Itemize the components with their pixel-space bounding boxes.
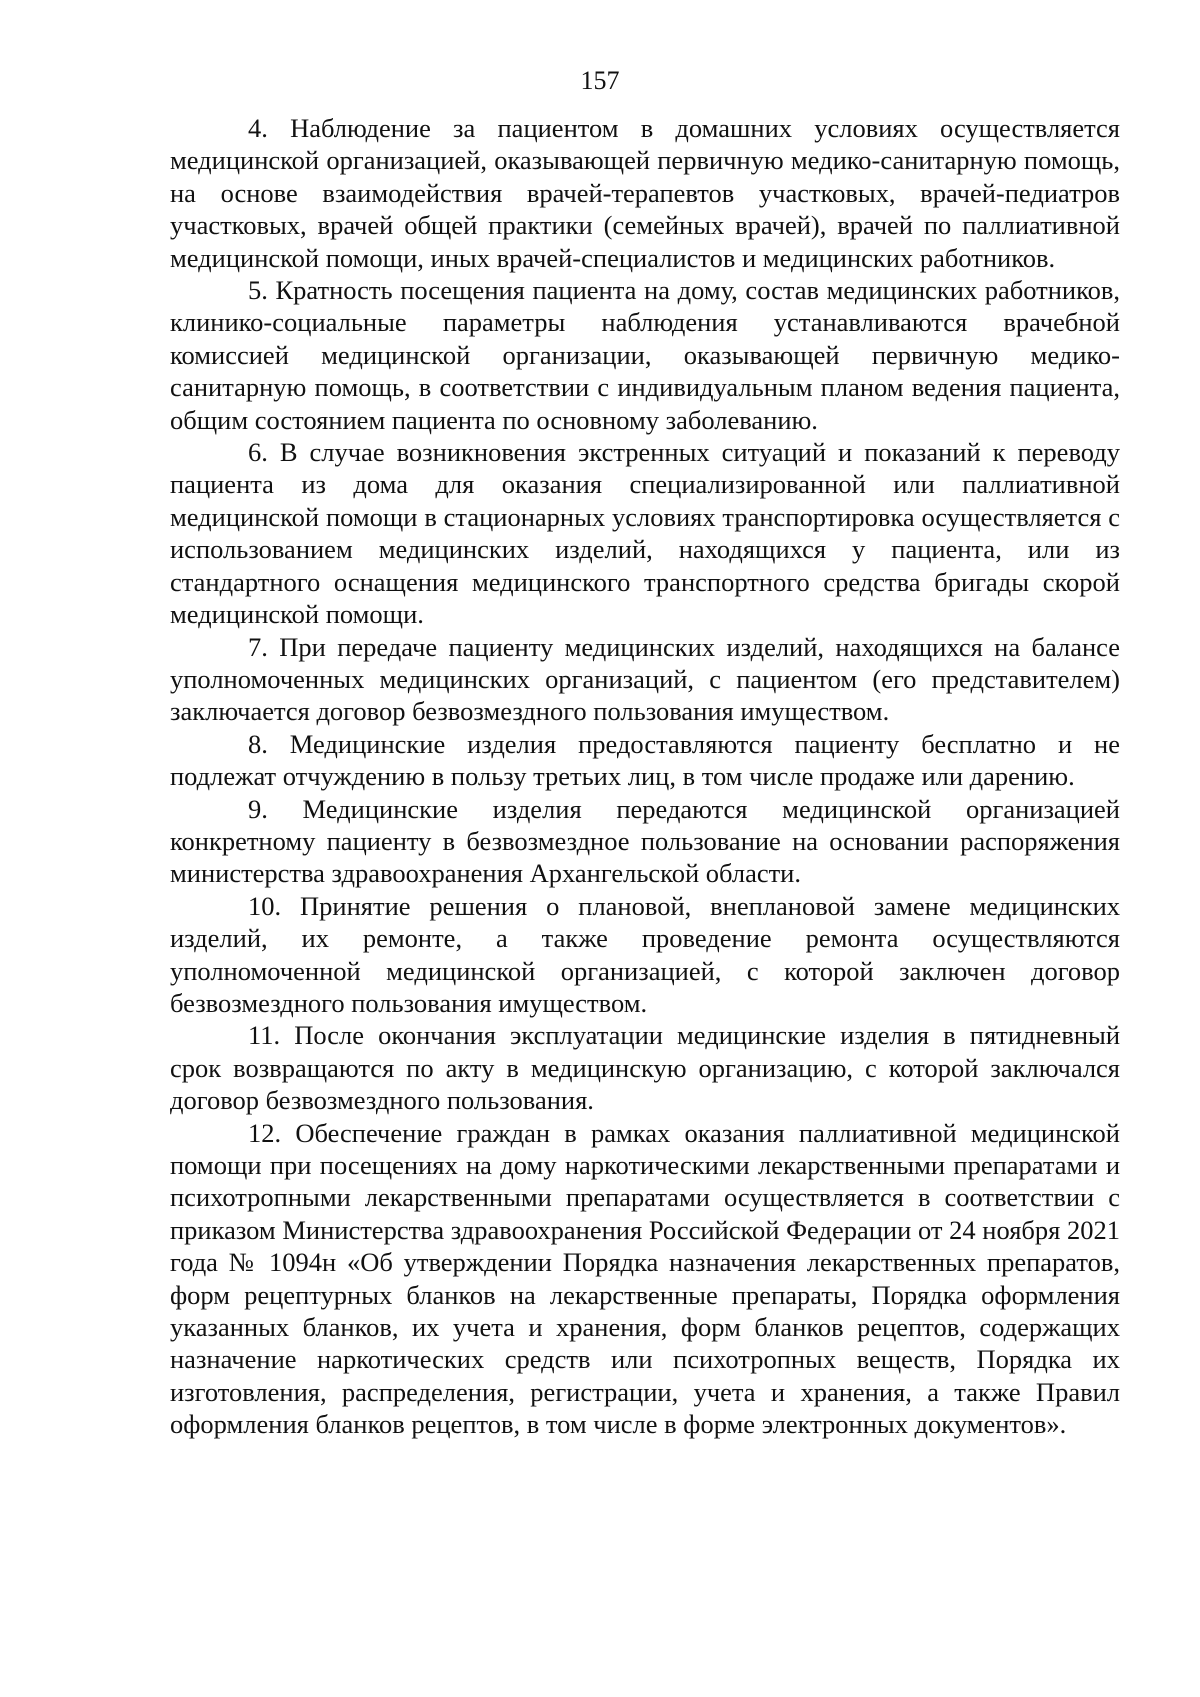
paragraph-item-9: 9. Медицинские изделия передаются медицинской организацией конкретному пациенту в безвозмездное пользование на основании распоряжения министерства здравоохранения Архангельской области. [170,793,1120,889]
paragraph-item-11: 11. После окончания эксплуатации медицинские изделия в пятидневный срок возвращаются по акту в медицинскую организацию, с которой заключался договор безвозмездного пользования. [170,1020,1120,1116]
paragraph-item-7: 7. При передаче пациенту медицинских изделий, находящихся на балансе уполномоченных медицинских организаций, с пациентом (его представителем) заключается договор безвозмездного пользования имуществом. [170,631,1120,727]
paragraph-item-10: 10. Принятие решения о плановой, внеплановой замене медицинских изделий, их ремонте, а также проведение ремонта осуществляются уполномоченной медицинской организацией, с которой заключен договор безвозмездного пользования имуществом. [170,890,1120,1018]
paragraph-item-5: 5. Кратность посещения пациента на дому, состав медицинских работников, клинико-социальные параметры наблюдения устанавливаются врачебной комиссией медицинской организации, оказывающей первичную медико-санитарную помощь, в соответствии с индивидуальным планом ведения пациента, общим состоянием пациента по основному заболеванию. [170,275,1120,435]
document-body [170,112,1120,1441]
paragraph-item-4: 4. Наблюдение за пациентом в домашних условиях осуществляется медицинской организацией, оказывающей первичную медико-санитарную помощь, на основе взаимодействия врачей-терапевтов участковых, врачей-педиатров участковых, врачей общей практики (семейных врачей), врачей по паллиативной медицинской помощи, иных врачей-специалистов и медицинских работников. [170,113,1120,273]
paragraph-item-12: 12. Обеспечение граждан в рамках оказания паллиативной медицинской помощи при посещениях на дому наркотическими лекарственными препаратами и психотропными лекарственными препаратами осуществляется в соответствии с приказом Министерства здравоохранения Российской Федерации от 24 ноября 2021 года № 1094н «Об утверждении Порядка назначения лекарственных препаратов, форм рецептурных бланков на лекарственные препараты, Порядка оформления указанных бланков, их учета и хранения, форм бланков рецептов, содержащих назначение наркотических средств или психотропных веществ, Порядка их изготовления, распределения, регистрации, учета и хранения, а также Правил оформления бланков рецептов, в том числе в форме электронных документов». [170,1117,1120,1440]
paragraph-item-6: 6. В случае возникновения экстренных ситуаций и показаний к переводу пациента из дома для оказания специализированной или паллиативной медицинской помощи в стационарных условиях транспортировка осуществляется с использованием медицинских изделий, находящихся у пациента, или из стандартного оснащения медицинского транспортного средства бригады скорой медицинской помощи. [170,437,1120,630]
page-number: 157 [580,66,620,95]
paragraph-item-8: 8. Медицинские изделия предоставляются пациенту бесплатно и не подлежат отчуждению в пользу третьих лиц, в том числе продаже или дарению. [170,728,1120,792]
